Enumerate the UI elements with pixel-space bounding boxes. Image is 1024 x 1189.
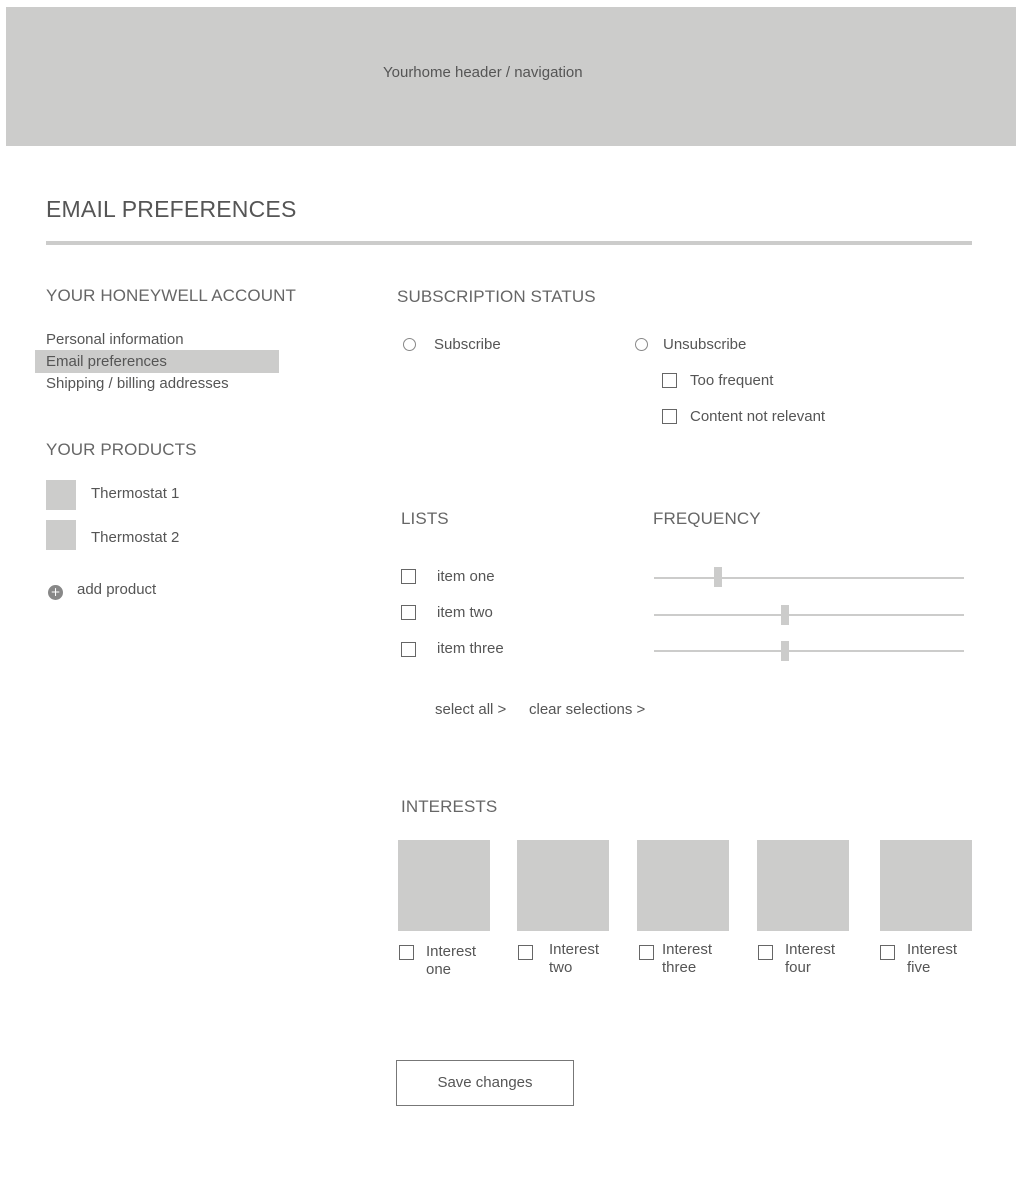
subscribe-label: Subscribe (434, 336, 501, 353)
account-heading: YOUR HONEYWELL ACCOUNT (46, 286, 296, 305)
interests-heading: INTERESTS (401, 797, 498, 816)
frequency-slider-one[interactable] (654, 577, 964, 579)
select-all-link[interactable]: select all > (435, 701, 507, 718)
nav-link-shipping-billing[interactable]: Shipping / billing addresses (46, 375, 229, 392)
title-divider (46, 241, 972, 245)
interest-three-image[interactable] (637, 840, 729, 931)
list-item-one-checkbox[interactable] (401, 569, 416, 584)
reason-too-frequent-label: Too frequent (690, 372, 774, 389)
list-item-one-label: item one (437, 568, 495, 585)
subscribe-radio[interactable] (403, 338, 416, 351)
list-item-two-label: item two (437, 604, 493, 621)
interest-one-image[interactable] (398, 840, 490, 931)
interest-two-image[interactable] (517, 840, 609, 931)
interest-five-checkbox[interactable] (880, 945, 895, 960)
list-item-two-checkbox[interactable] (401, 605, 416, 620)
product-item-thermostat-2[interactable]: Thermostat 2 (91, 529, 180, 546)
interest-two-label: Interest two (549, 941, 600, 976)
interest-four-checkbox[interactable] (758, 945, 773, 960)
header-navigation-label: Yourhome header / navigation (383, 64, 583, 81)
add-icon[interactable]: + (48, 585, 63, 600)
frequency-slider-handle[interactable] (781, 605, 789, 625)
nav-link-personal-information[interactable]: Personal information (46, 331, 184, 348)
frequency-slider-handle[interactable] (714, 567, 722, 587)
product-thumbnail (46, 520, 76, 550)
page-title: EMAIL PREFERENCES (46, 196, 297, 222)
reason-not-relevant-label: Content not relevant (690, 408, 826, 425)
interest-three-checkbox[interactable] (639, 945, 654, 960)
list-item-three-checkbox[interactable] (401, 642, 416, 657)
interest-three-label: Interest three (662, 941, 713, 976)
interest-five-label: Interest five (907, 941, 958, 976)
add-product-link[interactable]: add product (77, 581, 157, 598)
interest-one-checkbox[interactable] (399, 945, 414, 960)
interest-four-label: Interest four (785, 941, 836, 976)
list-item-three-label: item three (437, 640, 504, 657)
frequency-slider-three[interactable] (654, 650, 964, 652)
product-thumbnail (46, 480, 76, 510)
product-item-thermostat-1[interactable]: Thermostat 1 (91, 485, 180, 502)
lists-heading: LISTS (401, 509, 449, 528)
clear-selections-link[interactable]: clear selections > (529, 701, 646, 718)
save-changes-button[interactable]: Save changes (396, 1060, 574, 1106)
frequency-slider-handle[interactable] (781, 641, 789, 661)
unsubscribe-radio[interactable] (635, 338, 648, 351)
subscription-heading: SUBSCRIPTION STATUS (397, 287, 596, 306)
reason-not-relevant-checkbox[interactable] (662, 409, 677, 424)
interest-two-checkbox[interactable] (518, 945, 533, 960)
reason-too-frequent-checkbox[interactable] (662, 373, 677, 388)
frequency-heading: FREQUENCY (653, 509, 761, 528)
interest-five-image[interactable] (880, 840, 972, 931)
products-heading: YOUR PRODUCTS (46, 440, 197, 459)
unsubscribe-label: Unsubscribe (663, 336, 747, 353)
nav-link-email-preferences[interactable]: Email preferences (46, 353, 167, 370)
interest-four-image[interactable] (757, 840, 849, 931)
frequency-slider-two[interactable] (654, 614, 964, 616)
interest-one-label: Interest one (426, 943, 477, 978)
